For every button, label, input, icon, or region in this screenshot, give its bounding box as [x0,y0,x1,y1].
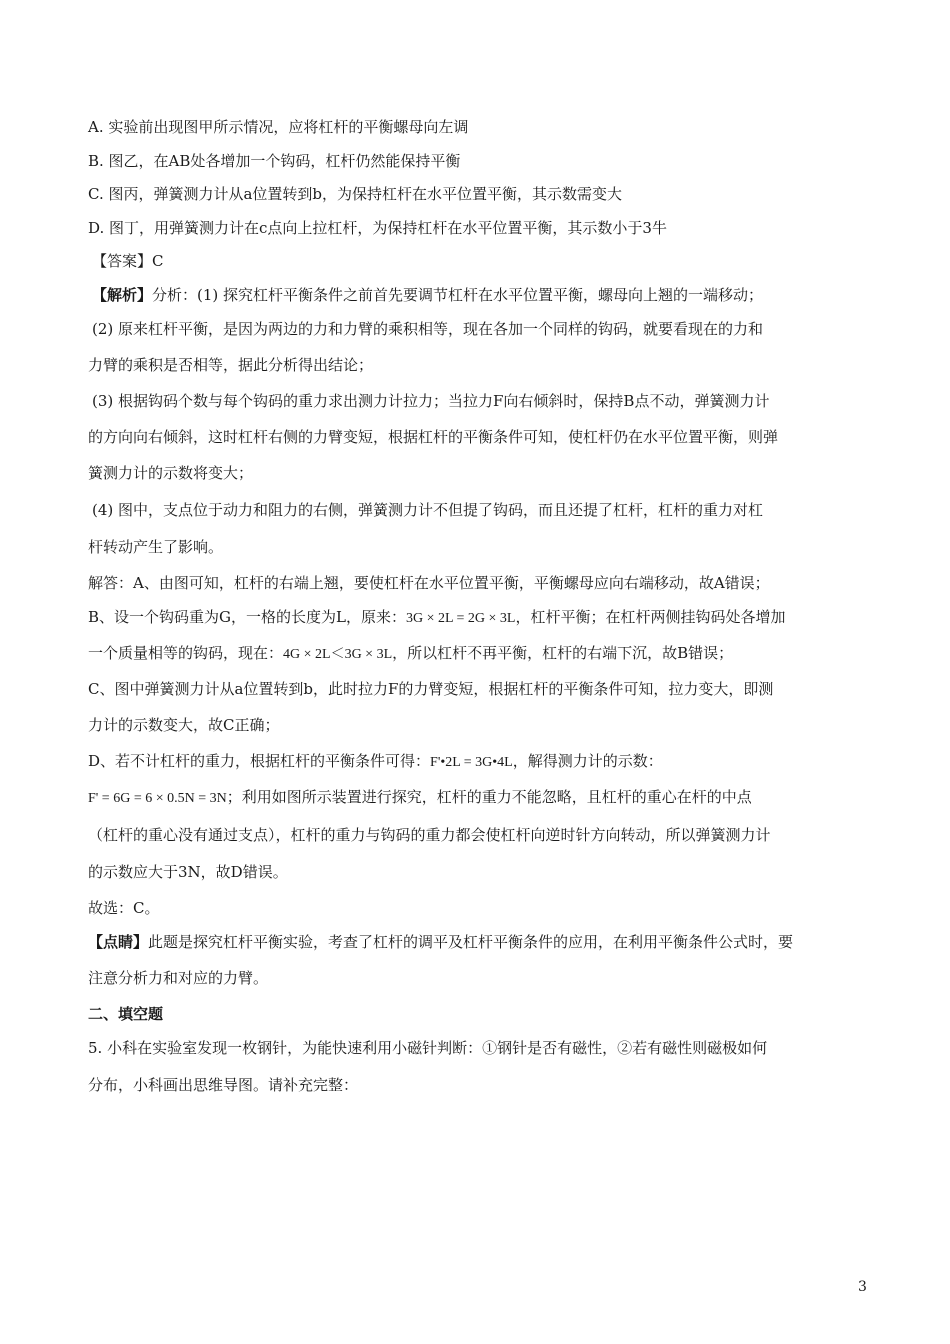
option-c: C. 图丙，弹簧测力计从a位置转到b，为保持杠杆在水平位置平衡，其示数需变大 [88,185,623,203]
solution-c-line2: 力计的示数变大，故C正确； [88,716,280,734]
final-choice: 故选：C。 [88,899,160,917]
option-a: A. 实验前出现图甲所示情况，应将杠杆的平衡螺母向左调 [88,118,469,136]
solution-b2-text-after: ，所以杠杆不再平衡，杠杆的右端下沉，故B错误； [392,644,734,662]
answer-value: C [152,252,164,270]
solution-b-text-after: ，杠杆平衡；在杠杆两侧挂钩码处各增加 [515,608,786,626]
solution-b2-text: 一个质量相等的钩码，现在： [88,644,284,662]
equation-balance: F'•2L = 3G•4L [430,755,513,770]
equation-original: 3G × 2L = 2G × 3L [405,611,516,626]
inequality-now: 4G × 2L＜3G × 3L [283,647,393,662]
analysis-p1 [92,285,882,305]
comment-line2: 注意分析力和对应的力臂。 [88,969,269,987]
analysis-p2a: (2) 原来杠杆平衡，是因为两边的力和力臂的乘积相等，现在各加一个同样的钩码，就要看现在的力和 [92,320,764,338]
analysis-p3b: 的方向向右倾斜，这时杠杆右侧的力臂变短，根据杠杆的平衡条件可知，使杠杆仍在水平位置平衡，则弹 [88,428,779,446]
option-b: B. 图乙，在AB处各增加一个钩码，杠杆仍然能保持平衡 [88,152,461,170]
analysis-p2b: 力臂的乘积是否相等，据此分析得出结论； [88,356,374,374]
solution-d2-text: ；利用如图所示装置进行探究，杠杆的重力不能忽略，且杠杆的重心在杆的中点 [226,788,752,806]
page-number: 3 [858,1279,867,1295]
solution-d-text: D、若不计杠杆的重力，根据杠杆的平衡条件可得： [88,752,431,770]
equation-force: F' = 6G = 6 × 0.5N = 3N [88,791,227,806]
solution-c-line1: C、图中弹簧测力计从a位置转到b，此时拉力F的力臂变短，根据杠杆的平衡条件可知，拉力变大，即测 [88,680,774,698]
analysis-p1-text: 分析：(1) 探究杠杆平衡条件之前首先要调节杠杆在水平位置平衡，螺母向上翘的一端移动； [152,286,764,304]
analysis-p3c: 簧测力计的示数将变大； [88,464,254,482]
question-5-line2: 分布，小科画出思维导图。请补充完整： [88,1076,359,1094]
answer-line [92,251,882,271]
solution-d-line1 [88,751,878,773]
solution-d-text-after: ，解得测力计的示数： [512,752,663,770]
analysis-p4b: 杆转动产生了影响。 [88,538,224,556]
comment-line1 [88,932,878,952]
analysis-p3a: (3) 根据钩码个数与每个钩码的重力求出测力计拉力；当拉力F向右倾斜时，保持B点不动，弹簧测力计 [92,392,770,410]
solution-d-line2 [88,787,878,809]
solution-b-text: B、设一个钩码重为G，一格的长度为L，原来： [88,608,406,626]
analysis-tag: 【解析】 [92,286,153,304]
comment-tag: 【点睛】 [88,933,149,951]
answer-tag: 【答案】 [92,252,153,270]
solution-d-line4: 的示数应大于3N，故D错误。 [88,863,288,881]
analysis-p4a: (4) 图中，支点位于动力和阻力的右侧，弹簧测力计不但提了钩码，而且还提了杠杆，杠杆的重力对杠 [92,501,764,519]
solution-b-line1 [88,607,878,629]
solution-d-line3: （杠杆的重心没有通过支点），杠杆的重力与钩码的重力都会使杠杆向逆时针方向转动，所以弹簧测力计 [88,826,771,844]
solution-b-line2 [88,643,878,665]
question-5-line1: 5. 小科在实验室发现一枚钢针，为能快速利用小磁针判断：①钢针是否有磁性，②若有磁性则磁极如何 [88,1039,768,1057]
comment-text: 此题是探究杠杆平衡实验，考查了杠杆的调平及杠杆平衡条件的应用，在利用平衡条件公式时，要 [148,933,794,951]
option-d: D. 图丁，用弹簧测力计在c点向上拉杠杆，为保持杠杆在水平位置平衡，其示数小于3牛 [88,219,667,237]
solution-a: 解答：A、由图可知，杠杆的右端上翘，要使杠杆在水平位置平衡，平衡螺母应向右端移动，故A错误； [88,574,770,592]
section-heading: 二、填空题 [88,1005,164,1023]
